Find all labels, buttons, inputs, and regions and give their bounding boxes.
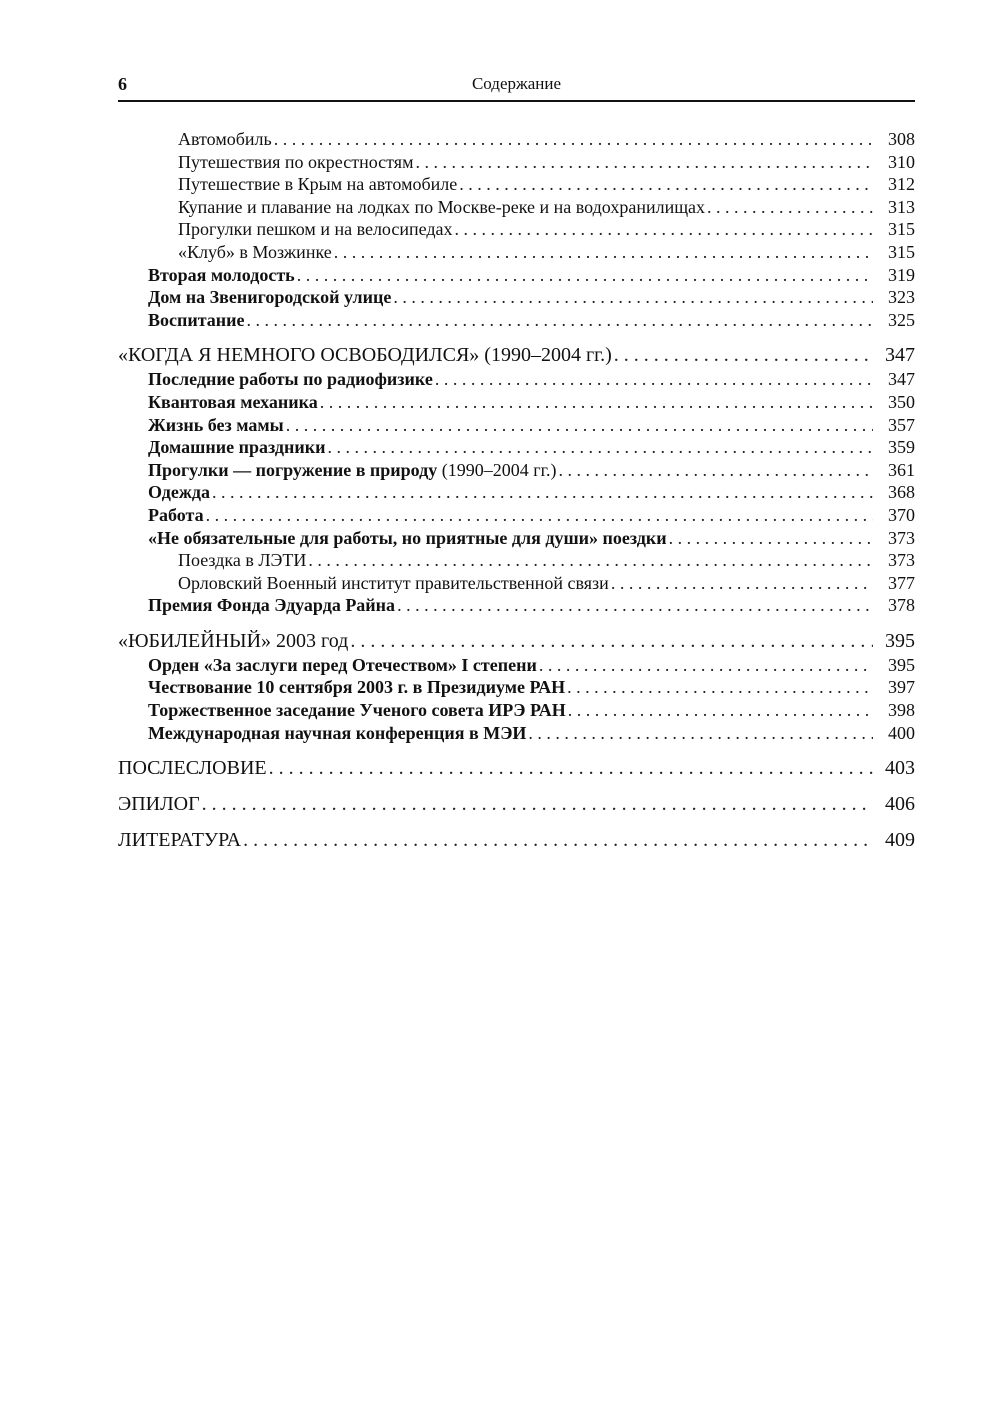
dot-leader	[669, 527, 873, 550]
toc-entry-page: 395	[888, 654, 915, 675]
toc-section	[118, 286, 915, 309]
toc-subsection	[118, 218, 915, 241]
toc-entry-title: «ЮБИЛЕЙНЫЙ» 2003 год	[118, 629, 349, 652]
toc-section	[118, 309, 915, 332]
toc-entry-page: 347	[888, 369, 915, 390]
toc-entry-page: 370	[888, 504, 915, 525]
toc-entry-title: Торжественное заседание Ученого совета ИРЭ РАН	[148, 700, 566, 721]
toc-section	[118, 594, 915, 617]
toc-section	[118, 414, 915, 437]
toc-section	[118, 391, 915, 414]
dot-leader	[297, 264, 873, 287]
toc-subsection	[118, 151, 915, 174]
dot-leader	[206, 504, 873, 527]
dot-leader	[397, 594, 873, 617]
dot-leader	[614, 342, 873, 368]
toc-entry-page: 350	[888, 391, 915, 412]
toc-entry-title: Путешествия по окрестностям	[178, 151, 414, 172]
toc-entry-page: 357	[888, 414, 915, 435]
dot-leader	[274, 128, 873, 151]
toc-section	[118, 264, 915, 287]
toc-entry-title: Чествование 10 сентября 2003 г. в Президиуме РАН	[148, 677, 566, 698]
toc-entry-title: Вторая молодость	[148, 264, 295, 285]
toc-subsection	[118, 549, 915, 572]
toc-entry-page: 319	[888, 264, 915, 285]
toc-entry-page: 312	[888, 174, 915, 195]
toc-entry-page: 373	[888, 527, 915, 548]
toc-entry-title: Прогулки — погружение в природу	[148, 459, 438, 480]
toc-entry-page: 395	[885, 629, 915, 652]
toc-section	[118, 504, 915, 527]
toc-entry-title: Автомобиль	[178, 129, 272, 149]
toc-subsection	[118, 128, 915, 151]
toc-entry-page: 368	[888, 482, 915, 503]
page-number: 6	[118, 74, 127, 94]
dot-leader	[243, 827, 873, 853]
toc-entry-title: Поездка в ЛЭТИ	[178, 550, 307, 571]
toc-entry-page: 313	[888, 196, 915, 217]
dot-leader	[328, 436, 874, 459]
toc-entry-page: 373	[888, 550, 915, 571]
toc-entry-title: ЭПИЛОГ	[118, 793, 200, 816]
toc-chapter	[118, 628, 915, 654]
toc-section	[118, 722, 915, 745]
dot-leader	[212, 481, 873, 504]
dot-leader	[435, 368, 873, 391]
toc-entry-page: 406	[885, 793, 915, 816]
toc-entry-page: 310	[888, 151, 915, 172]
dot-leader	[320, 391, 873, 414]
toc-entry-title: Орден «За заслуги перед Отечеством» I степени	[148, 654, 537, 675]
table-of-contents	[118, 128, 915, 853]
toc-entry-title: Путешествие в Крым на автомобиле	[178, 174, 458, 195]
dot-leader	[202, 791, 873, 817]
toc-entry-title: Прогулки пешком и на велосипедах	[178, 219, 453, 240]
toc-entry-page: 315	[888, 241, 915, 262]
toc-entry-title: Квантовая механика	[148, 391, 318, 412]
toc-entry-page: 409	[885, 829, 915, 852]
toc-entry-title: Последние работы по радиофизике	[148, 369, 433, 390]
toc-chapter	[118, 342, 915, 368]
running-header	[118, 72, 915, 102]
toc-entry-title: Жизнь без мамы	[148, 414, 284, 435]
toc-entry-page: 323	[888, 287, 915, 308]
toc-entry-title: Домашние праздники	[148, 437, 326, 458]
toc-entry-title: Премия Фонда Эдуарда Райна	[148, 595, 396, 616]
dot-leader	[393, 286, 873, 309]
toc-subsection	[118, 241, 915, 264]
toc-entry-title: «КОГДА Я НЕМНОГО ОСВОБОДИЛСЯ» (1990–2004 гг.)	[118, 344, 612, 367]
dot-leader	[247, 309, 873, 332]
dot-leader	[334, 241, 873, 264]
dot-leader	[528, 722, 873, 745]
toc-entry-title: Дом на Звенигородской улице	[148, 287, 392, 308]
toc-entry-page: 397	[888, 677, 915, 698]
toc-entry-page: 398	[888, 700, 915, 721]
toc-section	[118, 654, 915, 677]
toc-subsection	[118, 196, 915, 219]
dot-leader	[286, 414, 873, 437]
toc-section	[118, 699, 915, 722]
dot-leader	[559, 459, 874, 482]
dot-leader	[415, 151, 873, 174]
dot-leader	[611, 572, 873, 595]
toc-chapter	[118, 827, 915, 853]
toc-entry-title: «Не обязательные для работы, но приятные для души» поездки	[148, 527, 667, 548]
toc-entry-page: 400	[888, 722, 915, 743]
toc-entry-title: ПОСЛЕСЛОВИЕ	[118, 757, 267, 780]
dot-leader	[707, 196, 873, 219]
toc-subsection	[118, 173, 915, 196]
toc-chapter	[118, 755, 915, 781]
toc-chapter	[118, 791, 915, 817]
toc-entry-title: Воспитание	[148, 309, 245, 330]
toc-entry-page: 403	[885, 757, 915, 780]
toc-section	[118, 368, 915, 391]
dot-leader	[350, 628, 873, 654]
toc-entry-page: 315	[888, 219, 915, 240]
dot-leader	[567, 676, 873, 699]
toc-entry-title: Международная научная конференция в МЭИ	[148, 722, 527, 743]
dot-leader	[459, 173, 873, 196]
toc-entry-page: 347	[885, 344, 915, 367]
toc-entry-page: 361	[888, 459, 915, 480]
toc-entry-page: 378	[888, 595, 915, 616]
toc-entry-page: 325	[888, 309, 915, 330]
dot-leader	[269, 755, 873, 781]
toc-entry-title: Купание и плавание на лодках по Москве-реке и на водохранилищах	[178, 196, 706, 217]
toc-subsection	[118, 572, 915, 595]
toc-entry-title: ЛИТЕРАТУРА	[118, 829, 242, 852]
toc-entry-page: 308	[888, 129, 915, 149]
dot-leader	[455, 218, 873, 241]
dot-leader	[568, 699, 873, 722]
toc-section	[118, 527, 915, 550]
dot-leader	[539, 654, 873, 677]
toc-entry-title: Одежда	[148, 482, 211, 503]
toc-entry-title: Работа	[148, 504, 204, 525]
toc-section	[118, 436, 915, 459]
dot-leader	[308, 549, 873, 572]
toc-entry-title: Орловский Военный институт правительственной связи	[178, 572, 609, 593]
toc-section	[118, 676, 915, 699]
toc-entry-page: 377	[888, 572, 915, 593]
toc-entry-subtitle: (1990–2004 гг.)	[441, 459, 557, 480]
toc-entry-title: «Клуб» в Мозжинке	[178, 241, 332, 262]
toc-section	[118, 459, 915, 482]
running-title: Содержание	[471, 74, 562, 93]
toc-entry-page: 359	[888, 437, 915, 458]
toc-section	[118, 481, 915, 504]
